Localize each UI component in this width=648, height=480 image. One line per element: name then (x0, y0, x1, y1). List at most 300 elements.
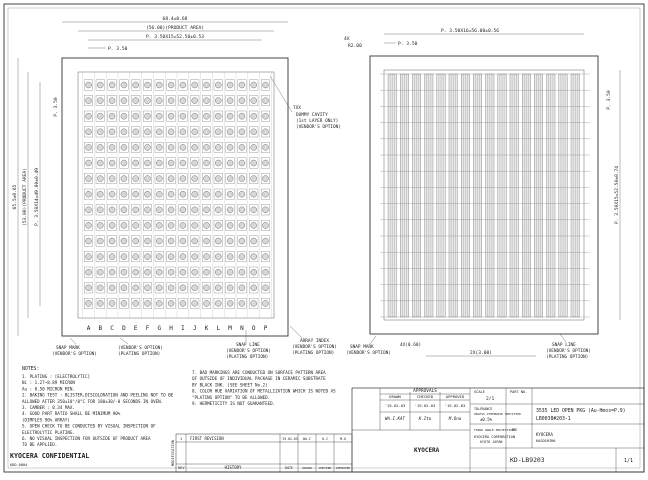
unit: mm (512, 427, 517, 432)
cavity-pad (180, 254, 186, 260)
cavity-pad (192, 176, 198, 182)
array-index-letter: I (181, 325, 185, 332)
tolerance-note: UNLESS OTHERWISE SPECIFIED (474, 412, 521, 416)
cavity-pad (239, 191, 245, 197)
cavity-pad (109, 98, 115, 104)
cavity-pad (109, 191, 115, 197)
company-location: KYOTO JAPAN (480, 440, 503, 444)
cavity-pad (121, 269, 127, 275)
cavity-pad (121, 82, 127, 88)
right-pattern-grid (380, 74, 590, 317)
cavity-pad (263, 129, 269, 135)
dummy-cavity-label: DUMMY CAVITY (296, 113, 328, 118)
cavity-pad (204, 98, 210, 104)
right-snap-mark: SNAP MARK (350, 345, 374, 350)
cavity-pad (145, 285, 151, 291)
cavity-pad (204, 144, 210, 150)
cavity-pad (133, 269, 139, 275)
approved-signature: M.Ono (448, 416, 462, 421)
cavity-pad (227, 176, 233, 182)
dummy-cavity-layer: (1st LAYER ONLY) (296, 119, 339, 124)
cavity-pad (133, 129, 139, 135)
cavity-pad (239, 300, 245, 306)
cavity-pad (145, 300, 151, 306)
cavity-pad (109, 285, 115, 291)
cavity-pad (133, 191, 139, 197)
cavity-pad (97, 82, 103, 88)
cavity-pad (263, 238, 269, 244)
note-line: 9. HERMETICITY IS NOT GUARANTEED. (192, 401, 276, 406)
drawn-label: DRAWN (389, 394, 401, 399)
array-index-leader (290, 326, 302, 338)
cavity-pad (97, 238, 103, 244)
cavity-pad (156, 98, 162, 104)
right-snap-line: SNAP LINE (552, 343, 576, 348)
cavity-pad (204, 176, 210, 182)
cavity-pad (180, 285, 186, 291)
cavity-pad (215, 113, 221, 119)
array-index-letter: D (122, 325, 126, 332)
confidential-label: KYOCERA CONFIDENTIAL (10, 452, 90, 460)
array-index-letter: N (240, 325, 244, 332)
cavity-pad (97, 176, 103, 182)
rev-header: REV (178, 466, 185, 470)
cavity-pad (86, 254, 92, 260)
array-index-letter: A (86, 325, 91, 332)
cavity-pad (145, 113, 151, 119)
first-rev-approved: M.O (340, 437, 346, 441)
first-rev-date: '19.02.03 (280, 437, 298, 441)
cavity-pad (121, 222, 127, 228)
right-snap-line-leader (560, 334, 566, 342)
cavity-pad (227, 207, 233, 213)
cavity-pad (215, 254, 221, 260)
cavity-pad (86, 82, 92, 88)
cavity-pad (133, 113, 139, 119)
note-line: 6. NO VISUAL INSPECTION FOR OUTSIDE OF PRODUCT AREA (22, 436, 151, 441)
first-rev-no: 1 (180, 437, 183, 441)
cavity-pad (156, 269, 162, 275)
cavity-pad (168, 82, 174, 88)
approved-label: APPROVED (445, 394, 465, 399)
left-snap-mark: SNAP MARK (56, 346, 80, 351)
cavity-pad (121, 238, 127, 244)
cavity-pad (192, 98, 198, 104)
first-rev-checked: K.I (322, 437, 328, 441)
cavity-pad (239, 222, 245, 228)
cavity-pad (215, 207, 221, 213)
cavity-pad (251, 98, 257, 104)
left-snap-line-sub1: (VENDOR'S OPTION) (226, 349, 271, 354)
cavity-pad (121, 98, 127, 104)
cavity-pad (263, 113, 269, 119)
cavity-pad (204, 113, 210, 119)
cavity-pad (204, 160, 210, 166)
cavity-pad (263, 285, 269, 291)
approved-header: APPROVED (335, 466, 351, 470)
part-no-label: PART NO. (510, 390, 528, 394)
cavity-pad (156, 176, 162, 182)
note-line: 5. OPEN CHECK TO BE CONDUCTED BY VISUAL INSPECTION OF (22, 423, 156, 429)
cavity-pad (251, 207, 257, 213)
cavity-pad (156, 129, 162, 135)
cavity-pad (227, 160, 233, 166)
cavity-pad (97, 129, 103, 135)
array-index-letter: O (251, 325, 256, 332)
cavity-pad (192, 269, 198, 275)
note-line: ALLOWED AFTER 350±10°/0°C FOR 180±30/-0 SECONDS IN OVEN. (22, 398, 164, 404)
checked-header: CHECKED (318, 466, 332, 470)
left-array-index-label: ARRAY INDEX (300, 339, 330, 344)
cavity-pad (251, 144, 257, 150)
cavity-pad (227, 144, 233, 150)
doc-code: KDD-0004 (10, 463, 28, 467)
drawn-date: '19.02.03 (384, 403, 406, 408)
dummy-cavity-leader (270, 76, 292, 112)
cavity-pad (180, 191, 186, 197)
checked-signature: K.Ito (418, 416, 432, 421)
dummy-cavity-option: (VENDOR'S OPTION) (296, 125, 341, 130)
cavity-pad (180, 82, 186, 88)
right-snap-mark-sub: (VENDOR'S OPTION) (346, 351, 391, 356)
cavity-pad (192, 207, 198, 213)
cavity-pad (251, 222, 257, 228)
drawing-number: KD-LB9203 (510, 456, 545, 464)
note-line: TO BE APPLIED. (22, 442, 58, 448)
dim-corner-c: 4X (344, 37, 350, 42)
cavity-pad (215, 176, 221, 182)
cavity-pad (97, 269, 103, 275)
cavity-pad (86, 300, 92, 306)
cavity-pad (180, 98, 186, 104)
cavity-pad (204, 82, 210, 88)
cavity-pad (133, 285, 139, 291)
cavity-pad (204, 269, 210, 275)
dim-pitch-x-total: P. 3.50X15=52.50±0.53 (145, 35, 205, 40)
note-line: 3. CAMBER : 0.34 MAX. (22, 405, 75, 410)
right-snap-mark-leader (370, 336, 376, 344)
cavity-pad (109, 144, 115, 150)
left-cavity-grid (83, 72, 272, 318)
cavity-pad (251, 129, 257, 135)
cavity-pad (133, 300, 139, 306)
cavity-pad (86, 222, 92, 228)
notes-left-column (22, 374, 174, 447)
cavity-pad (263, 144, 269, 150)
array-index-letter: F (145, 325, 150, 332)
dim-pitch-x: P. 3.50 (108, 47, 128, 52)
left-array-index-sub1: (VENDOR'S OPTION) (292, 345, 337, 350)
cavity-pad (86, 98, 92, 104)
cavity-pad (192, 113, 198, 119)
cavity-pad (133, 207, 139, 213)
cavity-pad (121, 254, 127, 260)
array-index-letter: J (192, 325, 197, 332)
drawn-header: DRAWN (302, 466, 312, 470)
cavity-pad (86, 160, 92, 166)
cavity-pad (192, 191, 198, 197)
cavity-pad (192, 300, 198, 306)
cavity-pad (168, 113, 174, 119)
cavity-pad (239, 238, 245, 244)
cavity-pad (192, 222, 198, 228)
cavity-pad (227, 238, 233, 244)
cavity-pad (168, 285, 174, 291)
cavity-pad (133, 144, 139, 150)
cavity-pad (86, 176, 92, 182)
note-line: Au : 0.50 MICRON MIN. (22, 386, 75, 392)
cavity-pad (239, 269, 245, 275)
cavity-pad (239, 129, 245, 135)
cavity-pad (204, 222, 210, 228)
cavity-pad (109, 129, 115, 135)
left-view (12, 16, 341, 360)
cavity-pad (263, 222, 269, 228)
cavity-pad (156, 222, 162, 228)
cavity-pad (239, 207, 245, 213)
cavity-pad (180, 269, 186, 275)
drawn-signature: WA.I.KAT (384, 416, 406, 421)
cavity-pad (204, 191, 210, 197)
cavity-pad (215, 160, 221, 166)
dim-right-pitch-y-total: P. 3.50X15=52.50±0.74 (615, 165, 620, 225)
dim-overall-height: 65.5±0.65 (13, 184, 18, 210)
dim-overall-width: 68.4±0.68 (162, 17, 188, 22)
dim-right-pitch-y: P. 3.50 (607, 90, 612, 110)
cavity-pad (168, 207, 174, 213)
cavity-pad (263, 176, 269, 182)
cavity-pad (204, 129, 210, 135)
cavity-pad (156, 254, 162, 260)
cavity-pad (180, 300, 186, 306)
cavity-pad (204, 254, 210, 260)
cavity-pad (251, 238, 257, 244)
notes-block (22, 366, 336, 447)
cavity-pad (145, 176, 151, 182)
dim-product-area-v: (53.00)(PRODUCT AREA) (23, 167, 28, 227)
cavity-pad (121, 160, 127, 166)
cavity-pad (251, 191, 257, 197)
cavity-pad (215, 129, 221, 135)
cavity-pad (133, 238, 139, 244)
vendor-option-leader (120, 338, 128, 344)
cavity-pad (263, 82, 269, 88)
array-index-letter: G (157, 325, 162, 332)
cavity-pad (239, 160, 245, 166)
dwg-owner: KYOCERA (536, 432, 553, 437)
cavity-pad (156, 285, 162, 291)
cavity-pad (97, 144, 103, 150)
cavity-pad (86, 144, 92, 150)
cavity-pad (156, 238, 162, 244)
cavity-pad (251, 176, 257, 182)
array-index-letter: B (98, 325, 103, 332)
cavity-pad (239, 98, 245, 104)
scale-label: SCALE (474, 390, 485, 394)
cavity-pad (227, 113, 233, 119)
cavity-pad (192, 254, 198, 260)
dwg-owner-site: KAGOSHIMA (536, 439, 556, 443)
dim-right-pitch-x: P. 3.50 (398, 42, 418, 47)
array-index-letter: C (110, 325, 114, 332)
left-array-index-sub2: (PLATING OPTION) (292, 351, 335, 356)
dim-right-bottom: 2X(3.00) (469, 351, 493, 356)
cavity-pad (239, 82, 245, 88)
cavity-pad (109, 176, 115, 182)
cavity-pad (192, 238, 198, 244)
cavity-pad (97, 98, 103, 104)
cavity-pad (192, 82, 198, 88)
cavity-pad (227, 82, 233, 88)
cavity-pad (109, 238, 115, 244)
array-index-letter: P (263, 325, 268, 332)
cavity-pad (97, 113, 103, 119)
cavity-pad (97, 300, 103, 306)
cavity-pad (133, 254, 139, 260)
cavity-pad (109, 160, 115, 166)
array-index-letter: L (216, 325, 221, 332)
cavity-pad (109, 222, 115, 228)
note-line: 7. BAD MARKINGS ARE CONDUCTED ON SURFACE PATTERN AREA (192, 370, 326, 375)
first-rev-drawn: WA.I (303, 437, 311, 441)
cavity-pad (109, 82, 115, 88)
cavity-pad (156, 300, 162, 306)
cavity-pad (145, 222, 151, 228)
cavity-pad (156, 113, 162, 119)
cavity-pad (227, 98, 233, 104)
cavity-pad (168, 254, 174, 260)
cavity-pad (239, 254, 245, 260)
cavity-pad (192, 160, 198, 166)
cavity-pad (156, 207, 162, 213)
cavity-pad (227, 129, 233, 135)
cavity-pad (180, 222, 186, 228)
cavity-pad (263, 98, 269, 104)
cavity-pad (121, 285, 127, 291)
cavity-pad (145, 191, 151, 197)
right-view (344, 28, 620, 360)
cavity-pad (97, 191, 103, 197)
history-header: HISTORY (224, 465, 242, 470)
cavity-pad (156, 160, 162, 166)
cavity-pad (86, 285, 92, 291)
cavity-pad (168, 144, 174, 150)
cavity-pad (109, 207, 115, 213)
cavity-pad (97, 222, 103, 228)
cavity-pad (121, 144, 127, 150)
cavity-pad (192, 285, 198, 291)
note-line: Ni : 1.27~8.89 MICRON (22, 380, 75, 386)
cavity-pad (239, 285, 245, 291)
note-line: BY BLACK INK. (SEE SHEET No.2) (192, 382, 268, 388)
cavity-pad (133, 160, 139, 166)
cavity-pad (180, 113, 186, 119)
approvals-label: APPROVALS (413, 389, 437, 394)
cavity-pad (109, 300, 115, 306)
cavity-pad (168, 176, 174, 182)
dim-pitch-y-total: P. 3.50X14=49.00±0.49 (35, 167, 40, 227)
cavity-pad (215, 285, 221, 291)
cavity-pad (97, 207, 103, 213)
cavity-pad (145, 129, 151, 135)
cavity-pad (215, 98, 221, 104)
cavity-pad (121, 129, 127, 135)
cavity-pad (145, 82, 151, 88)
left-vendor-option: (VENDOR'S OPTION) (118, 346, 163, 351)
cavity-pad (156, 82, 162, 88)
notes-title: NOTES: (22, 367, 40, 372)
left-snap-line-sub2: (PLATING OPTION) (226, 355, 269, 360)
dim-product-area: (56.00)(PRODUCT AREA) (145, 26, 205, 31)
drawing-title: 3535 LED OPEN PKG (Au-Hmos=P.9) (536, 409, 626, 414)
cavity-pad (86, 113, 92, 119)
cavity-pad (251, 269, 257, 275)
cavity-pad (251, 254, 257, 260)
left-plating-option: (PLATING OPTION) (118, 352, 161, 357)
cavity-pad (133, 98, 139, 104)
note-line: 2. BAKING TEST : BLISTER,DISCOLORATION AND PEELING NOT TO BE (22, 392, 174, 398)
cavity-pad (145, 269, 151, 275)
cavity-pad (215, 144, 221, 150)
cavity-pad (204, 300, 210, 306)
cavity-pad (121, 191, 127, 197)
note-line: 4. GOOD PART RATIO SHALL BE MINIMUM 90% (22, 411, 121, 417)
cavity-pad (133, 176, 139, 182)
cavity-pad (227, 254, 233, 260)
cavity-pad (168, 98, 174, 104)
note-line: OF OUTSIDE OF INDIVIDUAL PACKAGE IN CERAMIC SUBSTRATE (192, 376, 326, 382)
cavity-pad (204, 285, 210, 291)
cavity-pad (145, 254, 151, 260)
cavity-pad (215, 222, 221, 228)
cavity-pad (145, 238, 151, 244)
cavity-pad (121, 300, 127, 306)
cavity-pad (263, 160, 269, 166)
scale-value: 2/1 (486, 397, 495, 402)
cavity-pad (239, 144, 245, 150)
note-line: 1. PLATING : [ELECTROLYTIC] (22, 374, 91, 379)
date-header: DATE (285, 466, 293, 470)
dummy-cavity-qty: 7XX (293, 106, 301, 111)
cavity-pad (263, 191, 269, 197)
first-rev-text: FIRST REVISION (190, 436, 224, 441)
cavity-pad (133, 222, 139, 228)
cavity-pad (168, 129, 174, 135)
cavity-pad (109, 113, 115, 119)
cavity-pad (251, 82, 257, 88)
note-line: ELECTROLYTIC PLATING. (22, 429, 75, 435)
sheet-number: 1/1 (624, 458, 634, 464)
brand-logo: KYOCERA (414, 447, 440, 454)
cavity-pad (145, 144, 151, 150)
cavity-pad (145, 98, 151, 104)
cavity-pad (251, 285, 257, 291)
approved-date: '19.02.03 (444, 403, 466, 408)
cavity-pad (86, 207, 92, 213)
note-line: "PLATING OPTION" TO BE ALLOWED. (192, 394, 271, 400)
right-snap-line-sub1: (VENDOR'S OPTION) (546, 349, 591, 354)
cavity-pad (204, 207, 210, 213)
cavity-pad (156, 144, 162, 150)
cavity-pad (251, 300, 257, 306)
array-index-letter: H (169, 325, 173, 332)
cavity-pad (215, 238, 221, 244)
cavity-pad (263, 254, 269, 260)
cavity-pad (180, 160, 186, 166)
cavity-pad (168, 160, 174, 166)
cavity-pad (180, 207, 186, 213)
cavity-pad (168, 222, 174, 228)
